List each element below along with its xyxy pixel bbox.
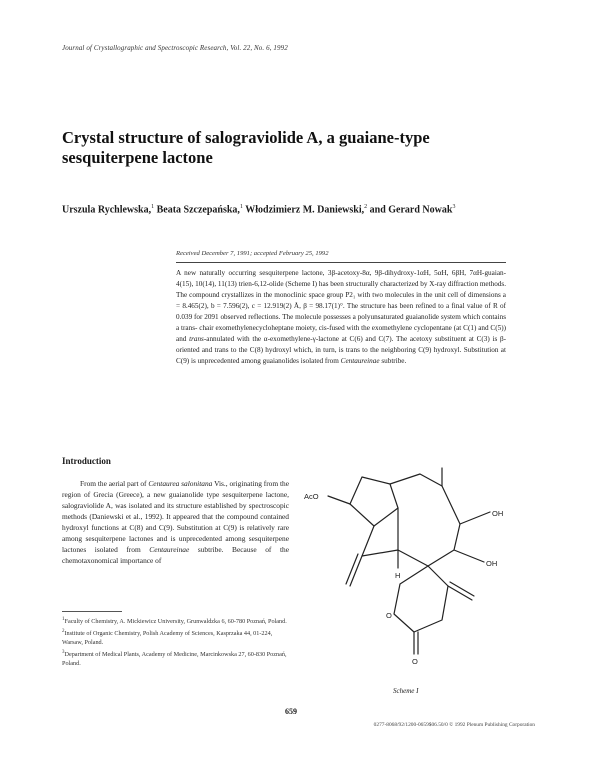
author-affiliation: 1 xyxy=(239,204,243,210)
footnote-text: Faculty of Chemistry, A. Mickiewicz University, Grunwaldzka 6, 60-780 Poznań, Poland. xyxy=(64,618,287,626)
body-italic: Centaureinae xyxy=(149,545,190,554)
ring-junction-bond xyxy=(362,526,398,556)
footnote-number: 3 xyxy=(62,650,65,656)
scheme-structure-diagram xyxy=(292,448,522,694)
footnotes xyxy=(62,615,289,669)
journal-header: Journal of Crystallographic and Spectroscopic Research, Vol. 22, No. 6, 1992 xyxy=(62,44,288,52)
author-name: and Gerard Nowak xyxy=(369,204,453,216)
footnote xyxy=(62,615,289,626)
abstract-text: -annulated with the α-exomethylene-γ-lactone at C(6) and C(7). The acetoxy substituent at C(3) is β-oriented and trans to the C(8) hydroxyl which, in turn, is trans to the neighboring C(9) hydroxyl. Substitution at C(9) is unprecedented among guaianolides isolated from xyxy=(176,335,506,365)
scheme-caption: Scheme I xyxy=(393,687,419,695)
abstract-divider xyxy=(176,262,506,263)
body-text: From the aerial part of xyxy=(80,479,149,488)
footnote xyxy=(62,627,289,647)
cycloheptane-ring xyxy=(390,474,460,566)
abstract-italic: trans xyxy=(189,335,204,343)
footnote-number: 2 xyxy=(62,629,65,635)
aco-bond xyxy=(328,496,350,504)
oh-label-mid: OH xyxy=(486,559,498,568)
author-list xyxy=(62,201,492,216)
oh-bond-mid xyxy=(454,550,484,562)
page-number: 659 xyxy=(285,707,297,716)
h-label: H xyxy=(395,571,401,580)
body-text: subtribe. Because of the chemotaxonomical importance of xyxy=(62,545,289,565)
footnote-number: 1 xyxy=(62,617,65,622)
introduction-body xyxy=(62,478,289,566)
lactone-ring xyxy=(394,566,448,632)
abstract xyxy=(176,268,506,367)
oh-bond-top xyxy=(460,512,490,524)
exomethylene-lactone xyxy=(448,582,474,600)
footnote-text: Department of Medical Plants, Academy of Medicine, Marcinkowska 27, 60-830 Poznań, Poland. xyxy=(62,651,287,668)
author-name: Włodzimierz M. Daniewski, xyxy=(245,204,365,216)
section-heading-introduction: Introduction xyxy=(62,456,111,466)
footnote-text: Institute of Organic Chemistry, Polish Academy of Sciences, Kasprzaka 44, 01-224, Warsaw, Poland. xyxy=(62,630,273,647)
author-affiliation: 1 xyxy=(151,204,155,210)
carbonyl-oxygen-label: O xyxy=(412,657,418,666)
received-dates: Received December 7, 1991; accepted February 25, 1992 xyxy=(176,250,329,257)
aco-label: AcO xyxy=(304,492,319,501)
oh-label-top: OH xyxy=(492,509,504,518)
body-italic: Centaurea salonitana xyxy=(148,479,213,488)
abstract-text: A new naturally occurring sesquiterpene lactone, 3β-acetoxy-8α, 9β-dihydroxy-1αH, 5αH, 6βH, 7αH-guaian-4(15), 10(14), 11(13) trien-6,12-olide (Scheme I) has been structurally characterized by X-ray diffraction methods. The compound crystallizes in the monoclinic space group P2₁ with two molecules in the unit cell of dimensions a = 8.465(2), b = 7.596(2), c = 12.919(2) Å, β = 98.17(1)°. The structure has been refined to a final value of R of 0.039 for 2091 observed reflections. The molecule possesses a polyunsaturated guaianolide system which contains a trans- chair exomethylenecycloheptane moiety, cis-fused with the exomethylene cyclopentane (at C(1) and C(5)) and xyxy=(176,269,506,343)
exomethylene-left xyxy=(346,554,362,586)
copyright-line: 0277-8068/92/1200-0659$06.50/0 © 1992 Plenum Publishing Corporation xyxy=(373,722,535,728)
body-text: Vis., originating from the region of Grecia (Greece), a new guaianolide type sesquiterpene lactone, salograviolide A, was isolated and its structure established by spectroscopic methods (Daniewski et al., 1992). It appeared that the compound contained hydroxyl functions at C(8) and C(9). Substitution at C(9) is relatively rare among sesquiterpene lactones and is unprecedented among sesquiterpene lactones isolated from xyxy=(62,479,290,554)
footnote-divider xyxy=(62,611,122,612)
author-affiliation: 3 xyxy=(452,204,456,210)
author-affiliation: 2 xyxy=(364,204,368,210)
abstract-text: subtribe. xyxy=(379,357,407,365)
footnote xyxy=(62,648,289,668)
abstract-italic: Centaureinae xyxy=(340,357,380,365)
ring-oxygen-label: O xyxy=(386,611,392,620)
carbonyl-bond xyxy=(414,632,418,654)
author-name: Urszula Rychlewska, xyxy=(62,204,152,216)
article-title: Crystal structure of salograviolide A, a guaiane-type sesquiterpene lactone xyxy=(62,128,430,167)
author-name: Beata Szczepańska, xyxy=(156,204,240,216)
